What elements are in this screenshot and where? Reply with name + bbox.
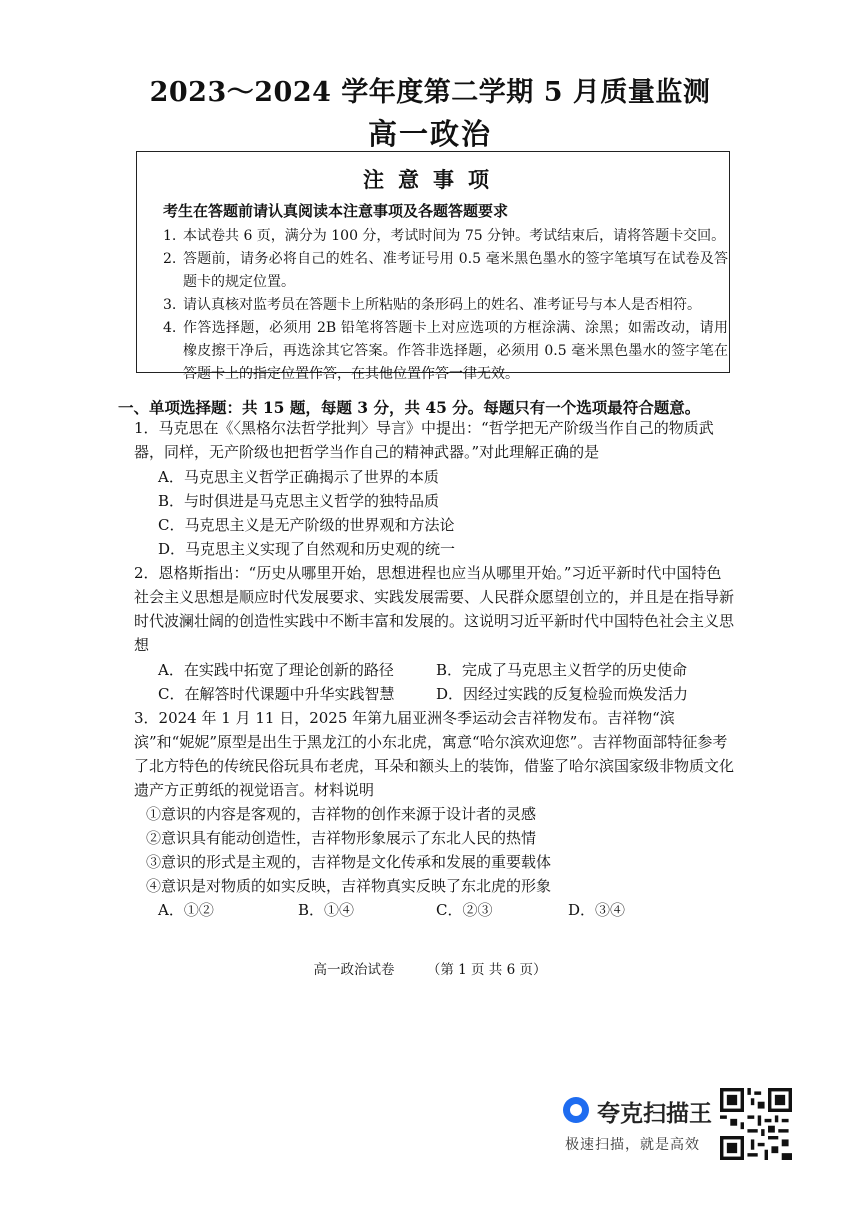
exam-title: 2023～2024 学年度第二学期 5 月质量监测 bbox=[149, 77, 711, 108]
statement-4: ④意识是对物质的如实反映，吉祥物真实反映了东北虎的形象 bbox=[146, 877, 552, 895]
notice-item-text: 本试卷共 6 页，满分为 100 分，考试时间为 75 分钟。考试结束后，请将答题卡交回。 bbox=[183, 228, 726, 244]
question-3 bbox=[134, 706, 734, 802]
option-c: C．马克思主义是无产阶级的世界观和方法论 bbox=[158, 516, 455, 534]
quark-logo-icon bbox=[563, 1097, 589, 1123]
notice-item-text: 请认真核对监考员在答题卡上所粘贴的条形码上的姓名、准考证号与本人是否相符。 bbox=[183, 297, 701, 313]
notice-item bbox=[163, 317, 728, 386]
option-c: C．在解答时代课题中升华实践智慧 bbox=[158, 685, 395, 703]
option-a: A．马克思主义哲学正确揭示了世界的本质 bbox=[158, 468, 439, 486]
question-stem: 1．马克思在《〈黑格尔法哲学批判〉导言》中提出：“哲学把无产阶级当作自己的物质武器，同样，无产阶级也把哲学当作自己的精神武器。”对此理解正确的是 bbox=[134, 419, 714, 461]
notice-item-text: 作答选择题，必须用 2B 铅笔将答题卡上对应选项的方框涂满、涂黑；如需改动，请用橡皮擦干净后，再选涂其它答案。作答非选择题，必须用 0.5 毫米黑色墨水的签字笔在答题卡上的指定位置作答，在其他位置作答一律无效。 bbox=[183, 320, 728, 382]
option-c: C．②③ bbox=[436, 901, 493, 919]
notice-title: 注意事项 bbox=[363, 167, 503, 192]
section-header: 一、单项选择题：共 15 题，每题 3 分，共 45 分。每题只有一个选项最符合题意。 bbox=[118, 398, 701, 417]
statement-1: ①意识的内容是客观的，吉祥物的创作来源于设计者的灵感 bbox=[146, 805, 537, 823]
option-d: D．③④ bbox=[568, 901, 626, 919]
option-b: B．完成了马克思主义哲学的历史使命 bbox=[436, 661, 688, 679]
notice-item bbox=[163, 248, 728, 294]
qr-code-icon bbox=[720, 1088, 792, 1160]
notice-item-number: 4. bbox=[163, 320, 177, 336]
page-footer bbox=[0, 958, 860, 978]
statement-3: ③意识的形式是主观的，吉祥物是文化传承和发展的重要载体 bbox=[146, 853, 552, 871]
notice-box bbox=[136, 151, 730, 382]
question-stem: 3．2024 年 1 月 11 日，2025 年第九届亚洲冬季运动会吉祥物发布。吉祥物“滨滨”和“妮妮”原型是出生于黑龙江的小东北虎，寓意“哈尔滨欢迎您”。吉祥物面部特征参考了北方特色的传统民俗玩具布老虎，耳朵和额头上的装饰，借鉴了哈尔滨国家级非物质文化遗产方正剪纸的视觉语言。材料说明 bbox=[134, 709, 735, 799]
footer-page-info: （第 1 页 共 6 页） bbox=[426, 962, 547, 978]
question-stem: 2．恩格斯指出：“历史从哪里开始，思想进程也应当从哪里开始。”习近平新时代中国特色社会主义思想是顺应时代发展要求、实践发展需要、人民群众愿望创立的，并且是在指导新时代波澜壮阔的创造性实践中不断丰富和发展的。这说明习近平新时代中国特色社会主义思想 bbox=[134, 564, 735, 654]
option-d: D．因经过实践的反复检验而焕发活力 bbox=[436, 685, 689, 703]
footer-exam-name: 高一政治试卷 bbox=[313, 962, 395, 978]
question-2 bbox=[134, 561, 734, 657]
watermark-brand: 夸克扫描王 bbox=[597, 1101, 712, 1127]
option-b: B．①④ bbox=[298, 901, 355, 919]
option-a: A．在实践中拓宽了理论创新的路径 bbox=[158, 661, 394, 679]
notice-item-number: 2. bbox=[163, 251, 177, 267]
notice-item bbox=[163, 294, 728, 317]
notice-item bbox=[163, 225, 728, 248]
notice-item-number: 1. bbox=[163, 228, 177, 244]
statement-2: ②意识具有能动创造性，吉祥物形象展示了东北人民的热情 bbox=[146, 829, 537, 847]
option-d: D．马克思主义实现了自然观和历史观的统一 bbox=[158, 540, 456, 558]
question-1 bbox=[134, 416, 734, 464]
option-a: A．①② bbox=[158, 901, 214, 919]
exam-subject: 高一政治 bbox=[367, 117, 492, 151]
notice-item-number: 3. bbox=[163, 297, 177, 313]
notice-subtitle: 考生在答题前请认真阅读本注意事项及各题答题要求 bbox=[163, 202, 509, 220]
notice-item-text: 答题前，请务必将自己的姓名、准考证号用 0.5 毫米黑色墨水的签字笔填写在试卷及答题卡的规定位置。 bbox=[183, 251, 728, 290]
watermark-slogan: 极速扫描，就是高效 bbox=[565, 1137, 700, 1153]
option-b: B．与时俱进是马克思主义哲学的独特品质 bbox=[158, 492, 440, 510]
